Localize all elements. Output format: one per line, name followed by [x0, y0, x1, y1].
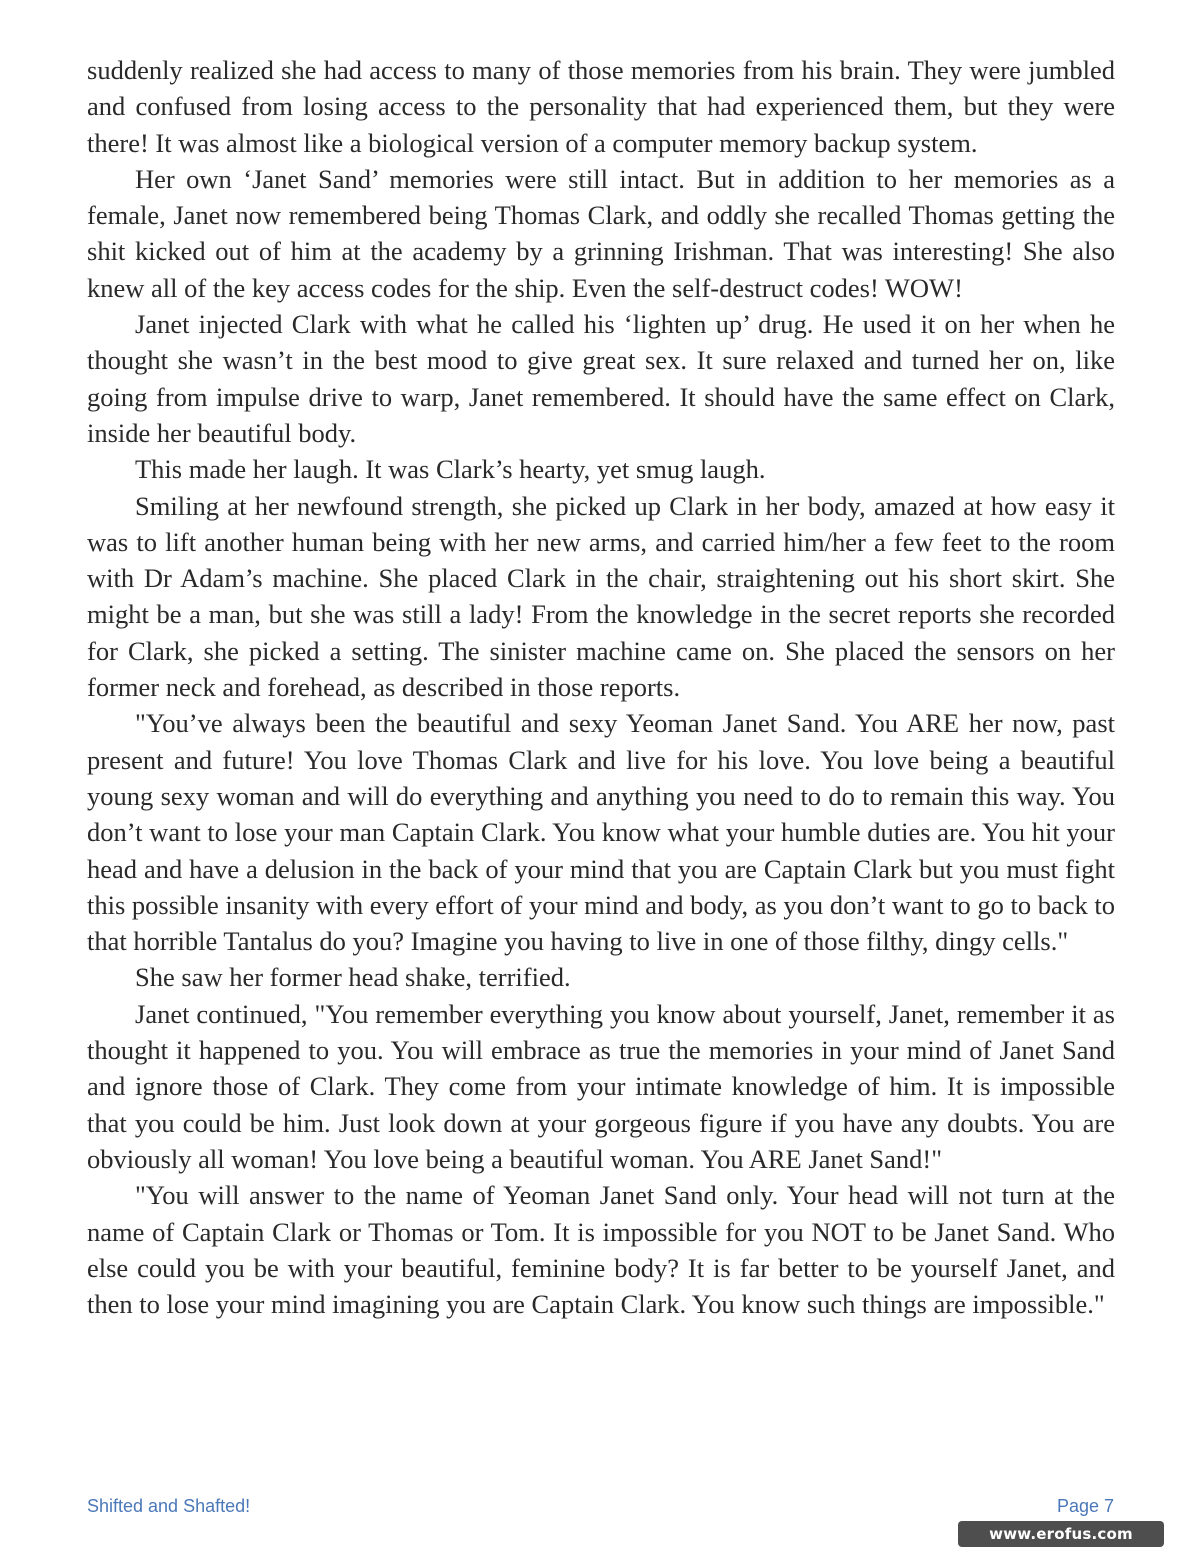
page-body	[87, 52, 1115, 1322]
paragraph-5: Smiling at her newfound strength, she picked up Clark in her body, amazed at how easy it was to lift another human being with her new arms, and carried him/her a few feet to the room with Dr Adam’s machine. She placed Clark in the chair, straightening out his short skirt. She might be a man, but she was still a lady! From the knowledge in the secret reports she recorded for Clark, she picked a setting. The sinister machine came on. She placed the sensors on her former neck and forehead, as described in those reports.	[87, 490, 1115, 703]
paragraph-6: "You’ve always been the beautiful and sexy Yeoman Janet Sand. You ARE her now, past present and future! You love Thomas Clark and live for his love. You love being a beautiful young sexy woman and will do everything and anything you need to do to remain this way. You don’t want to lose your man Captain Clark. You know what your humble duties are. You hit your head and have a delusion in the back of your mind that you are Captain Clark but you must fight this possible insanity with every effort of your mind and body, as you don’t want to go to back to that horrible Tantalus do you? Imagine you having to live in one of those filthy, dingy cells."	[87, 708, 1115, 957]
footer-book-title: Shifted and Shafted!	[87, 1496, 251, 1516]
site-watermark: www.erofus.com	[958, 1521, 1164, 1547]
paragraph-7: She saw her former head shake, terrified.	[135, 962, 571, 993]
paragraph-9: "You will answer to the name of Yeoman Janet Sand only. Your head will not turn at the name of Captain Clark or Thomas or Tom. It is impossible for you NOT to be Janet Sand. Who else could you be with your beautiful, feminine body? It is far better to be yourself Janet, and then to lose your mind imagining you are Captain Clark. You know such things are impossible."	[87, 1180, 1115, 1320]
paragraph-1: suddenly realized she had access to many of those memories from his brain. They were jumbled and confused from losing access to the personality that had experienced them, but they were there! It was almost like a biological version of a computer memory backup system.	[87, 55, 1115, 158]
paragraph-4: This made her laugh. It was Clark’s hearty, yet smug laugh.	[135, 454, 766, 485]
footer-page-number: Page 7	[1056, 1496, 1114, 1516]
paragraph-3: Janet injected Clark with what he called his ‘lighten up’ drug. He used it on her when he thought she wasn’t in the best mood to give great sex. It sure relaxed and turned her on, like going from impulse drive to warp, Janet remembered. It should have the same effect on Clark, inside her beautiful body.	[87, 309, 1115, 448]
paragraph-8: Janet continued, "You remember everything you know about yourself, Janet, remember it as thought it happened to you. You will embrace as true the memories in your mind of Janet Sand and ignore those of Clark. They come from your intimate knowledge of him. It is impossible that you could be him. Just look down at your gorgeous figure if you have any doubts. You are obviously all woman! You love being a beautiful woman. You ARE Janet Sand!"	[87, 998, 1115, 1174]
paragraph-2: Her own ‘Janet Sand’ memories were still intact. But in addition to her memories as a female, Janet now remembered being Thomas Clark, and oddly she recalled Thomas getting the shit kicked out of him at the academy by a grinning Irishman. That was interesting! She also knew all of the key access codes for the ship. Even the self-destruct codes! WOW!	[87, 163, 1115, 303]
